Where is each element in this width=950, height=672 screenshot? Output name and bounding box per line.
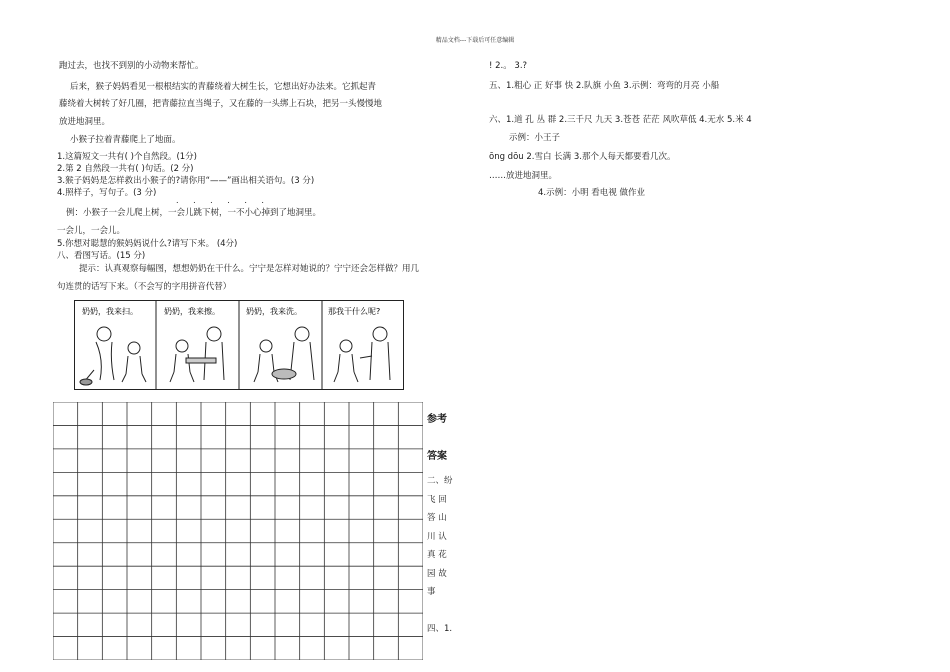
story-line-2: 后来，猴子妈妈看见一根根结实的青藤绕着大树生长，它想出好办法来。它抓起青 xyxy=(70,82,377,92)
emphasis-dots: . . . . . . xyxy=(176,196,270,205)
answer-side-item: 真 花 xyxy=(427,550,447,560)
page-header: 精品文档---下载后可任意编辑 xyxy=(435,37,515,44)
question-4: 4.照样子，写句子。(3 分) xyxy=(57,188,157,198)
story-line-4: 放进地洞里。 xyxy=(59,117,111,127)
speech-text-4: 那我干什么呢? xyxy=(328,307,381,316)
prompt-line-2: 句连贯的话写下来。（不会写的字用拼音代替） xyxy=(57,282,232,292)
answer-line-7: 4.示例：小明 看电视 做作业 xyxy=(538,188,646,198)
answer-line-2: 五、1.粗心 正 好事 快 2.队旗 小鱼 3.示例：弯弯的月亮 小船 xyxy=(489,81,720,91)
question-2: 2.第 2 自然段一共有( )句话。(2 分) xyxy=(57,164,194,174)
question-3: 3.猴子妈妈是怎样救出小猴子的?请你用“——”画出相关语句。(3 分) xyxy=(57,176,315,186)
answer-side-last: 四、1. xyxy=(427,624,453,634)
writing-grid[interactable] xyxy=(53,402,423,660)
answer-title-1: 参考 xyxy=(427,414,447,425)
example-sentence: 例：小猴子一会儿爬上树，一会儿跳下树，一不小心掉到了地洞里。 xyxy=(66,208,322,218)
speech-text-3: 奶奶，我来洗。 xyxy=(246,307,302,316)
prompt-line-1: 提示：认真观察每幅图，想想奶奶在干什么。宁宁是怎样对她说的？宁宁还会怎样做？用几 xyxy=(79,264,420,274)
answer-line-1: ! 2.。 3.? xyxy=(489,61,528,71)
answer-side-item: 园 故 xyxy=(427,568,447,579)
story-line-1: 跑过去，也找不到别的小动物来帮忙。 xyxy=(59,61,204,71)
question-5: 5.你想对聪慧的猴妈妈说什么?请写下来。 (4分) xyxy=(57,239,238,249)
answer-title-2: 答案 xyxy=(427,451,447,462)
story-line-3: 藤绕着大树转了好几圈，把青藤拉直当绳子，又在藤的一头绑上石块，把另一头慢慢地 xyxy=(59,99,383,109)
speech-text-2: 奶奶，我来擦。 xyxy=(164,307,220,316)
comic-strip xyxy=(74,300,404,390)
answer-side-item: 事 xyxy=(427,587,436,597)
answer-line-3: 六、1.道 孔 丛 群 2.三千尺 九天 3.苍苍 茫茫 风吹草低 4.无水 5.米 4 xyxy=(489,115,752,125)
answer-line-5: ōng dōu 2.雪白 长满 3.那个人每天都要看几次。 xyxy=(489,152,676,162)
answer-side-item: 飞 回 xyxy=(427,494,447,505)
answer-side-item: 二、纷 xyxy=(427,476,453,486)
story-line-5: 小猴子拉着青藤爬上了地面。 xyxy=(70,135,181,145)
fill-blank-line: 一会儿，一会儿。 xyxy=(57,226,126,236)
question-1: 1.这篇短文一共有( )个自然段。(1分) xyxy=(57,152,197,162)
answer-side-item: 川 认 xyxy=(427,531,447,542)
speech-text-1: 奶奶，我来扫。 xyxy=(82,307,138,316)
answer-side-item: 答 山 xyxy=(427,513,447,523)
section-8-title: 八、看图写话。(15 分) xyxy=(57,251,146,261)
answer-line-6: ……放进地洞里。 xyxy=(489,171,558,181)
answer-line-4: 示例：小王子 xyxy=(509,133,561,143)
